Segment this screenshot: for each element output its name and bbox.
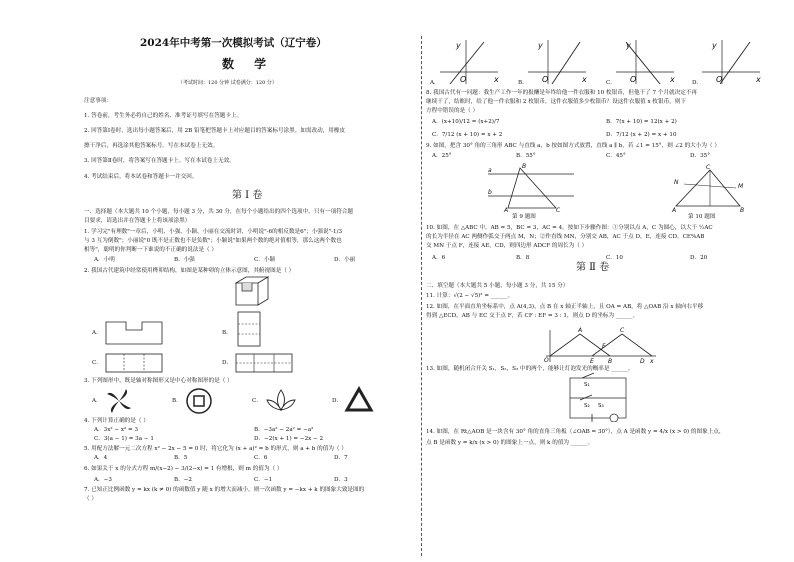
q3-option-d-figure <box>344 386 374 416</box>
q2-label-b: B． <box>222 330 232 336</box>
graph-label-d: D． <box>692 80 703 86</box>
svg-text:C: C <box>556 207 561 212</box>
q13-text: 13. 如图，随机闭合开关 S₁，S₂，S₃ 中的两个，能够让灯泡发光的概率是 ______。 <box>426 366 634 372</box>
q14-line-2: 点 B 是函数 y = k/x (x > 0) 的图象上一点，则 k 的值为 ______。 <box>426 440 594 446</box>
q8-line-3: 方程中错误的是（ ） <box>426 108 479 114</box>
svg-text:A: A <box>672 207 677 214</box>
q10-option-b: B．8 <box>516 255 530 261</box>
note-2: 2. 回答第Ⅰ卷时，选出每小题答案后，用 2B 铅笔把答题卡上对应题目的答案标号涂黑。如需改动，用橡皮 <box>84 128 346 134</box>
part2-title: 第 Ⅱ 卷 <box>576 262 610 273</box>
q9-text: 9. 如图，把含 30° 角的三角形 ABC 与直线 a，b 按如图方式放置，直线 a ∥ b，若 ∠1 = 15°，则 ∠2 的大小为（ ） <box>426 143 720 149</box>
fill-in-heading: 二、填空题（本大题共 5 小题，每小题 3 分，共 15 分） <box>426 283 569 289</box>
q4-option-c: C．3(a − 1) = 3a − 1 <box>94 436 154 442</box>
svg-text:B: B <box>522 163 527 170</box>
q8-line-2: 继续干了，结账时，给了他一件衣服和 2 枚银币，这件衣服值多少枚银币？设这件衣服值 x 枚银币，则下 <box>426 99 686 105</box>
q4-option-a: A．3x² − x² = 3 <box>94 427 139 433</box>
q8-option-c: C．7/12 (x + 10) = x + 2 <box>432 132 503 138</box>
q1-line-2: 与 3 互为倒数"；小丽说"0 既不是正数也不是负数"；小颖说"如果两个数的绝对值相等，那么这两个数也 <box>84 238 342 244</box>
q12-line-1: 12. 如图，在平面直角坐标系中，点 A(4,3)，点 B 在 x 轴正半轴上，且 OA = AB，将 △OAB 沿 x 轴向右平移 <box>426 304 704 310</box>
graph-label-b: B． <box>518 80 528 86</box>
svg-text:x: x <box>756 75 761 84</box>
q3-label-a: A． <box>92 398 102 404</box>
q7-line-1: 7. 已知正比例函数 y = kx (k ≠ 0) 的函数值 y 随 x 的增大而减小，则一次函数 y = −kx + k 的图象大致是图的 <box>84 487 365 493</box>
q8-line-1: 8. 我国古代有一问题：我生产工作一年的报酬是年终给他一件衣服和 10 枚银币，但他干了 7 个月就决定不再 <box>426 90 698 96</box>
q1-option-a: A．小明 <box>94 257 115 263</box>
q6-option-a: A．−3 <box>94 477 112 483</box>
q8-option-d: D．7/12 (x + 2) = x + 10 <box>606 132 677 138</box>
q4-option-b: B．−3a² − 2a² = −a² <box>254 427 314 433</box>
q3-option-c-figure <box>264 386 298 416</box>
svg-text:O: O <box>542 75 549 84</box>
graph-b <box>528 40 587 84</box>
q10-line-2: 的长为半径在 AC 两侧作弧交于两点 M，N；②作直线 MN，分别交 AB，AC 于点 D，E，连接 CD。CE%AB <box>426 234 705 240</box>
q12-figure <box>540 326 660 364</box>
q3-option-a-figure <box>104 386 134 416</box>
q10-line-1: 10. 如图，在 △ABC 中，AB = 5，BC = 3，AC = 4，按如下步骤作图：①分别以点 A，C 为圆心，以大于 ½AC <box>426 225 713 231</box>
svg-text:M: M <box>738 183 744 190</box>
left-column <box>84 0 418 562</box>
q8-option-b: B．7(x + 10) = 12(x + 2) <box>606 119 677 125</box>
notes-heading: 注意事项： <box>84 98 112 104</box>
note-4: 4. 考试结束后，将本试卷和答题卡一并交回。 <box>84 174 198 180</box>
q10-option-a: A．6 <box>432 255 446 261</box>
note-1: 1. 答卷前，考生务必将自己的姓名、准考证号填写在答题卡上。 <box>84 113 243 119</box>
q2-label-c: C． <box>92 360 102 366</box>
q2-option-d-figure <box>234 352 294 374</box>
q1-option-b: B．小强 <box>174 257 195 263</box>
graph-c <box>616 40 675 84</box>
q4-text: 4. 下列计算正确的是（ ） <box>84 418 149 424</box>
q2-option-c-figure <box>104 352 164 374</box>
exam-meta: （考试时间：120 分钟 试卷满分：120 分） <box>178 80 277 86</box>
column-divider <box>421 36 422 556</box>
exam-title: 2024年中考第一次模拟考试（辽宁卷） <box>140 37 327 49</box>
q1-option-c: C．小颖 <box>254 257 276 263</box>
svg-text:A: A <box>504 207 509 212</box>
q3-label-c: C． <box>252 398 262 404</box>
svg-text:x: x <box>650 358 654 364</box>
q9-option-d: D．35° <box>690 153 710 159</box>
svg-text:O: O <box>460 75 467 84</box>
section1-instructions-2: 目要求，请选出并在答题卡上将该项涂黑） <box>84 218 191 224</box>
q3-text: 3. 下列图形中，既是轴对称图形又是中心对称图形的是（ ） <box>84 378 233 384</box>
svg-text:N: N <box>674 179 679 186</box>
q8-option-a: A．(x+10)/12 = (x+2)/7 <box>432 119 500 125</box>
q1-line-3: 相等"，聪明的你判断一下谁说的不正确的说法是（ ） <box>84 247 218 253</box>
q7-line-2: （ ） <box>84 496 97 502</box>
graph-label-a: A． <box>430 80 440 86</box>
svg-text:y: y <box>626 41 631 50</box>
graph-d <box>702 40 761 84</box>
right-column <box>426 0 788 562</box>
svg-text:S₃: S₃ <box>598 403 604 409</box>
q2-text: 2. 我国古代建筑中经常使用榫卯结构，如图是某种卯的立体示意图，其俯视图是（ ） <box>84 268 295 274</box>
subject-title: 数 学 <box>222 57 275 71</box>
graph-a <box>440 40 499 84</box>
q5-text: 5. 用配方法解一元二次方程 x² − 2x − 5 = 0 时，将它化为 (x + a)² = b 的形式，则 a + b 的值为（ ） <box>84 446 347 452</box>
q10-option-d: D．20 <box>690 255 708 261</box>
q3-label-d: D． <box>332 398 343 404</box>
svg-text:E: E <box>590 358 594 364</box>
q11-text: 11. 计算：√(2 − √5)² = ______。 <box>426 293 514 299</box>
q9-option-a: A．25° <box>432 153 452 159</box>
q1-line-1: 1. 学习完"有理数"一章后，小明、小强、小颖、小丽在交流时讲，小明说"-6的相反数是6"；小强说"-1/3 <box>84 229 343 235</box>
svg-text:A: A <box>578 327 583 334</box>
graph-label-c: C． <box>606 80 616 86</box>
q9-figure <box>486 162 576 212</box>
svg-text:C: C <box>620 327 625 334</box>
fig10-caption: 第 10 题图 <box>688 214 716 220</box>
svg-text:S₁: S₁ <box>584 382 590 388</box>
q2-label-a: A． <box>92 330 102 336</box>
svg-text:B: B <box>608 358 613 364</box>
svg-text:B: B <box>740 207 745 214</box>
svg-text:b: b <box>488 189 492 196</box>
q2-option-b-figure <box>234 308 274 348</box>
svg-text:y: y <box>712 41 717 50</box>
q9-option-c: C．45° <box>606 153 626 159</box>
q4-option-d: D．−2(x + 1) = −2x − 2 <box>254 436 324 442</box>
q6-option-d: D．3 <box>334 477 348 483</box>
q3-option-b-figure <box>184 386 214 416</box>
q6-option-c: C．−1 <box>254 477 273 483</box>
svg-text:x: x <box>670 75 675 84</box>
q14-line-1: 14. 如图，在 Rt△AOB 是一块含有 30° 角的直角三角板（∠OAB = 30°），点 A 是函数 y = 4/x (x > 0) 的图象上点， <box>426 429 725 435</box>
part1-title: 第 Ⅰ 卷 <box>232 190 263 201</box>
section1-instructions-1: 一、选择题（本大题共 10 个小题，每小题 3 分，共 30 分，在每个小题给出的四个选项中，只有一项符合题 <box>84 209 353 215</box>
fig9-caption: 第 9 题图 <box>512 214 536 220</box>
svg-text:a: a <box>488 167 492 174</box>
q2-option-a-figure <box>104 316 164 346</box>
q10-line-3: 交 MN 于点 F，连接 AE，CD，则四边形 ADCF 的周长为（ ） <box>426 243 588 249</box>
svg-text:y: y <box>456 41 461 50</box>
q10-figure <box>670 164 750 214</box>
q5-option-d: D．7 <box>334 455 348 461</box>
q6-option-b: B．−2 <box>174 477 192 483</box>
q5-option-a: A．4 <box>94 455 108 461</box>
q13-circuit-figure <box>562 372 632 422</box>
q3-label-b: B． <box>172 398 182 404</box>
q5-option-c: C．6 <box>254 455 268 461</box>
svg-text:x: x <box>494 75 499 84</box>
q1-option-d: D．小丽 <box>334 257 356 263</box>
svg-text:y: y <box>538 41 543 50</box>
note-2-cont: 擦干净后，再选涂其他答案标号。写在本试卷上无效。 <box>84 143 219 149</box>
q5-option-b: B．5 <box>174 455 188 461</box>
mortise-3d-figure <box>232 275 272 307</box>
svg-text:S₂: S₂ <box>584 403 590 409</box>
q12-line-2: 得到 △ECD，AB 与 EC 交于点 F，若 CF : EF = 3 : 1，则点 D 的坐标为 ______。 <box>426 313 639 319</box>
q9-option-b: B．55° <box>516 153 536 159</box>
svg-text:O: O <box>716 75 723 84</box>
svg-text:O: O <box>544 357 549 364</box>
q2-label-d: D． <box>222 360 233 366</box>
svg-text:x: x <box>582 75 587 84</box>
q6-text: 6. 如果关于 x 的分式方程 m/(x−2) − 3/(2−x) = 1 有增根，则 m 的值为（ ） <box>84 466 283 472</box>
svg-text:F: F <box>602 343 606 350</box>
svg-text:D: D <box>640 358 645 364</box>
svg-text:C: C <box>706 164 711 171</box>
svg-text:O: O <box>630 75 637 84</box>
note-3: 3. 回答第Ⅱ卷时，将答案写在答题卡上。写在本试卷上无效。 <box>84 158 235 164</box>
q10-option-c: C．10 <box>606 255 623 261</box>
